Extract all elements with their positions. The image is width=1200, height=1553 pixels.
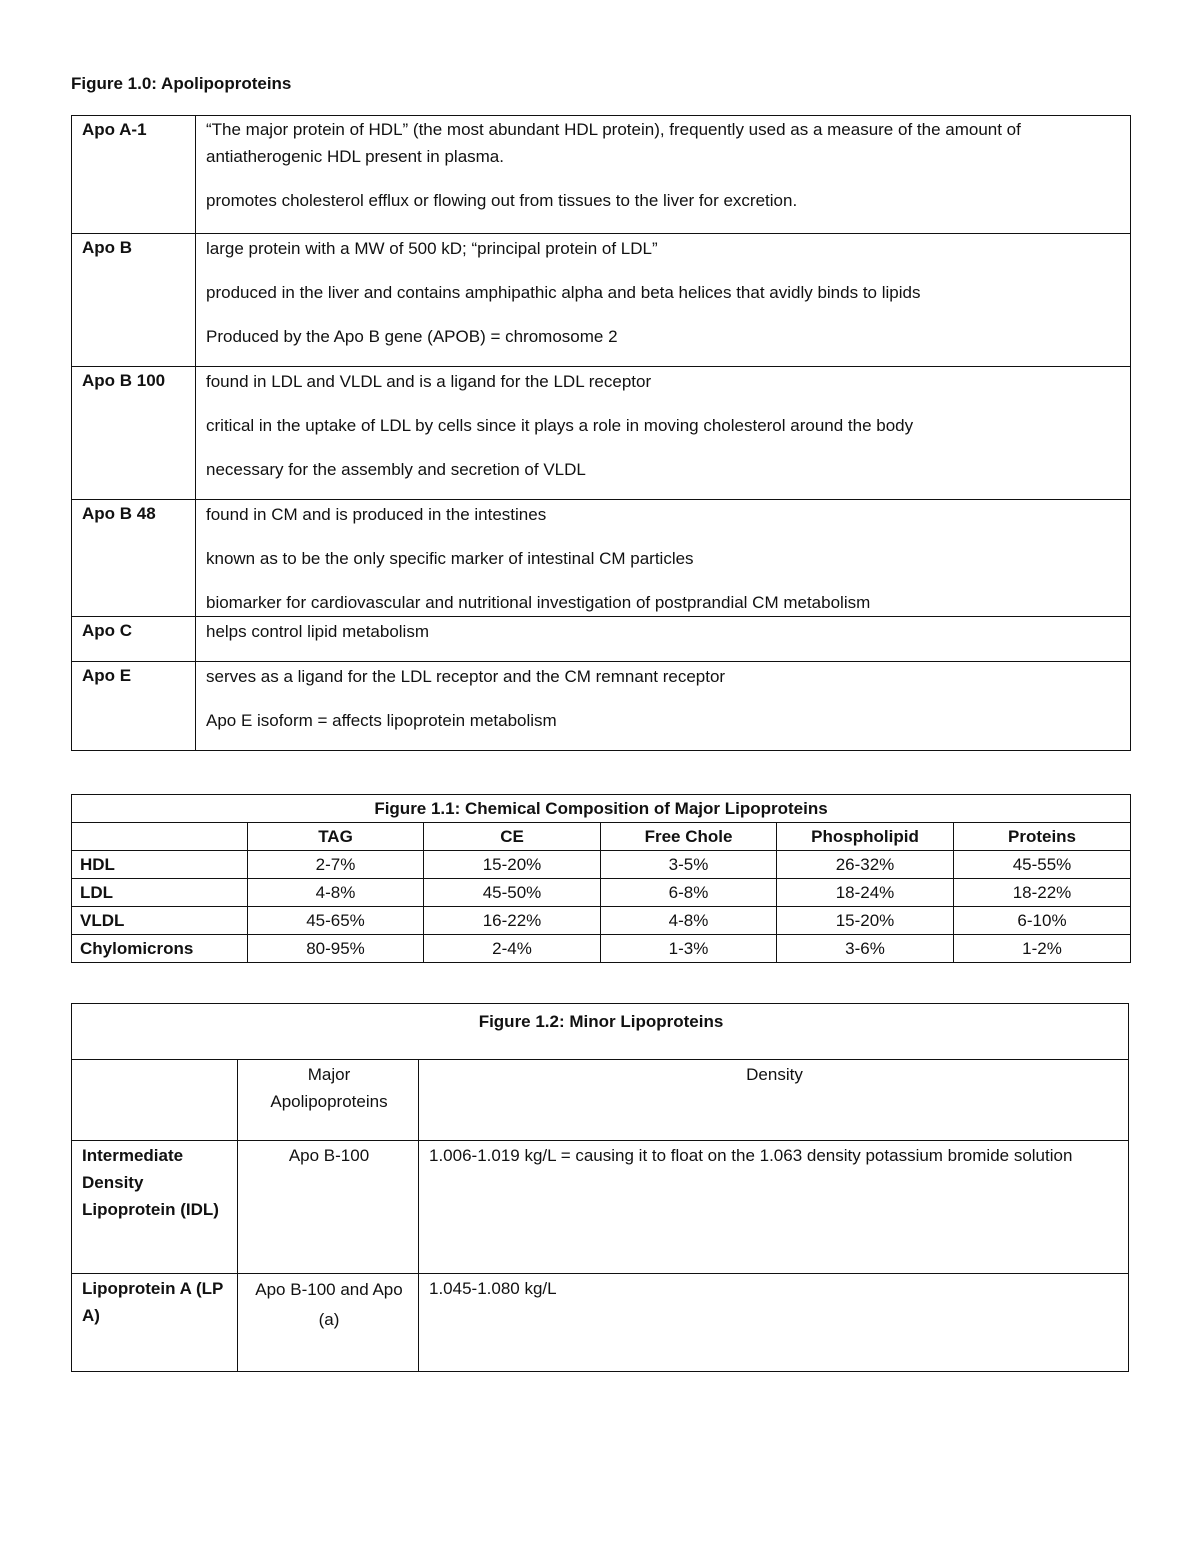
description-line: found in CM and is produced in the intestines	[206, 505, 547, 524]
table-cell: 1-3%	[601, 935, 777, 963]
table-row	[72, 662, 1131, 751]
apo-cell: Apo B-100 and Apo (a)	[238, 1274, 419, 1372]
table-cell: 6-10%	[954, 907, 1131, 935]
column-header: Phospholipid	[777, 823, 954, 851]
apolipoproteins-table	[71, 115, 1131, 751]
table-cell: 4-8%	[248, 879, 424, 907]
apo-name: Apo B 100	[72, 367, 196, 500]
apo-description	[196, 116, 1131, 234]
table-cell: 2-4%	[424, 935, 601, 963]
description-line: Produced by the Apo B gene (APOB) = chromosome 2	[206, 327, 618, 346]
table-row	[72, 116, 1131, 234]
row-header: VLDL	[72, 907, 248, 935]
table-cell: 1-2%	[954, 935, 1131, 963]
table-cell: 3-6%	[777, 935, 954, 963]
apo-name: Apo A-1	[72, 116, 196, 234]
table-header-row	[72, 1060, 1129, 1141]
figure-1-0-title: Figure 1.0: Apolipoproteins	[71, 74, 292, 93]
figure-1-1-title: Figure 1.1: Chemical Composition of Major Lipoproteins	[72, 795, 1131, 823]
description-line: large protein with a MW of 500 kD; “principal protein of LDL”	[206, 239, 658, 258]
table-row	[72, 234, 1131, 367]
table-row	[72, 851, 1131, 879]
table-row	[72, 617, 1131, 662]
table-caption-row	[72, 795, 1131, 823]
description-line: promotes cholesterol efflux or flowing out from tissues to the liver for excretion.	[206, 191, 798, 210]
description-line: critical in the uptake of LDL by cells since it plays a role in moving cholesterol around the body	[206, 416, 914, 435]
empty-header-cell	[72, 823, 248, 851]
apo-description	[196, 500, 1131, 617]
table-row	[72, 907, 1131, 935]
table-row	[72, 1141, 1129, 1274]
table-cell: 15-20%	[777, 907, 954, 935]
description-line: serves as a ligand for the LDL receptor and the CM remnant receptor	[206, 667, 726, 686]
chemical-composition-table	[71, 794, 1131, 963]
apo-description	[196, 617, 1131, 662]
description-line: “The major protein of HDL” (the most abundant HDL protein), frequently used as a measure of the amount of antiatherogenic HDL present in plasma.	[206, 120, 1021, 166]
table-cell: 3-5%	[601, 851, 777, 879]
description-line: Apo E isoform = affects lipoprotein metabolism	[206, 711, 557, 730]
apo-description	[196, 662, 1131, 751]
table-row	[72, 1274, 1129, 1372]
minor-lipoproteins-table	[71, 1003, 1129, 1372]
description-line: necessary for the assembly and secretion of VLDL	[206, 460, 586, 479]
table-cell: 18-24%	[777, 879, 954, 907]
table-cell: 45-65%	[248, 907, 424, 935]
table-cell: 45-55%	[954, 851, 1131, 879]
apo-name: Apo B	[72, 234, 196, 367]
density-cell: 1.045-1.080 kg/L	[419, 1274, 1129, 1372]
row-header: Chylomicrons	[72, 935, 248, 963]
column-header: TAG	[248, 823, 424, 851]
apo-description	[196, 234, 1131, 367]
apo-cell: Apo B-100	[238, 1141, 419, 1274]
row-header: Lipoprotein A (LP A)	[72, 1274, 238, 1372]
apo-name: Apo C	[72, 617, 196, 662]
table-cell: 80-95%	[248, 935, 424, 963]
apo-description	[196, 367, 1131, 500]
density-cell: 1.006-1.019 kg/L = causing it to float on the 1.063 density potassium bromide solution	[419, 1141, 1129, 1274]
table-cell: 15-20%	[424, 851, 601, 879]
table-cell: 4-8%	[601, 907, 777, 935]
description-line: helps control lipid metabolism	[206, 622, 429, 641]
apo-name: Apo B 48	[72, 500, 196, 617]
table-caption-row	[72, 1004, 1129, 1060]
row-header: LDL	[72, 879, 248, 907]
table-row	[72, 500, 1131, 617]
table-row	[72, 935, 1131, 963]
description-line: found in LDL and VLDL and is a ligand for the LDL receptor	[206, 372, 652, 391]
table-cell: 6-8%	[601, 879, 777, 907]
column-header: Proteins	[954, 823, 1131, 851]
table-row	[72, 879, 1131, 907]
column-header: Free Chole	[601, 823, 777, 851]
column-header: Density	[419, 1060, 1129, 1141]
table-cell: 26-32%	[777, 851, 954, 879]
table-cell: 45-50%	[424, 879, 601, 907]
table-cell: 16-22%	[424, 907, 601, 935]
table-header-row	[72, 823, 1131, 851]
column-header: CE	[424, 823, 601, 851]
empty-header-cell	[72, 1060, 238, 1141]
figure-1-2-title: Figure 1.2: Minor Lipoproteins	[72, 1004, 1129, 1060]
row-header: Intermediate Density Lipoprotein (IDL)	[72, 1141, 238, 1274]
description-line: known as to be the only specific marker of intestinal CM particles	[206, 549, 694, 568]
table-row	[72, 367, 1131, 500]
column-header: Major Apolipoproteins	[238, 1060, 419, 1141]
table-cell: 18-22%	[954, 879, 1131, 907]
table-cell: 2-7%	[248, 851, 424, 879]
description-line: biomarker for cardiovascular and nutritional investigation of postprandial CM metabolism	[206, 593, 871, 612]
row-header: HDL	[72, 851, 248, 879]
apo-name: Apo E	[72, 662, 196, 751]
description-line: produced in the liver and contains amphipathic alpha and beta helices that avidly binds to lipids	[206, 283, 921, 302]
